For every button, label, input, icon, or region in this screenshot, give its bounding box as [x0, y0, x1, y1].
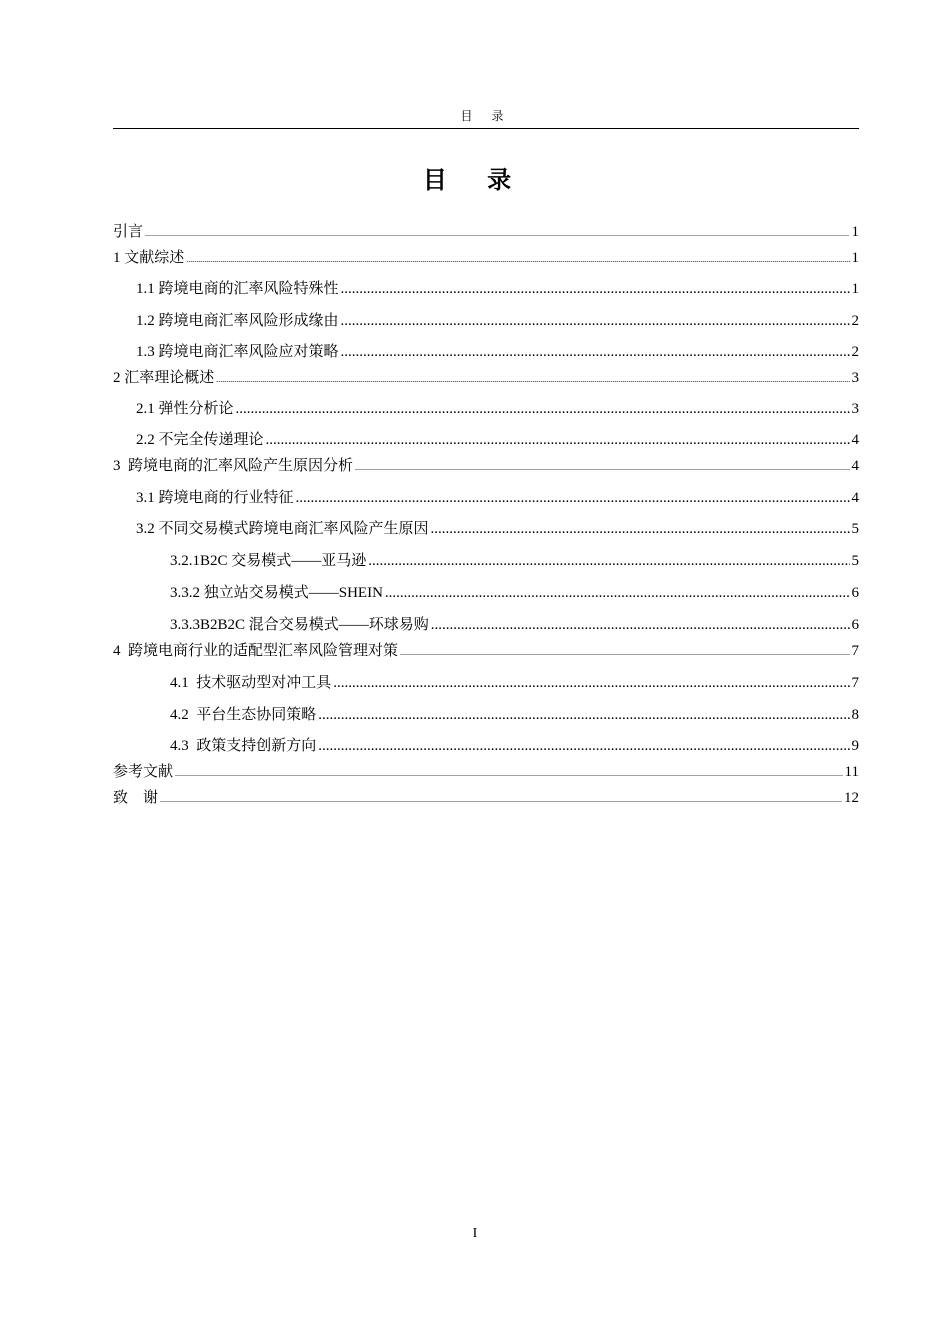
toc-leader: [355, 463, 849, 472]
toc-label: 3.3.2 独立站交易模式——SHEIN: [170, 585, 383, 601]
toc-entry-4-3[interactable]: [113, 734, 859, 755]
toc-page: 5: [851, 553, 859, 569]
toc-entry-3-1[interactable]: [113, 486, 859, 507]
toc-label: 2 汇率理论概述: [113, 370, 215, 386]
toc-leader: [186, 255, 849, 264]
toc-leader: [341, 313, 850, 330]
toc-leader: [333, 675, 849, 692]
toc-label: 3.1 跨境电商的行业特征: [136, 490, 294, 506]
toc-leader: [236, 401, 850, 418]
toc-leader: [341, 281, 850, 298]
toc-label: 3.2 不同交易模式跨境电商汇率风险产生原因: [136, 521, 429, 537]
toc-leader: [216, 375, 849, 384]
page-title: 目 录: [422, 166, 528, 194]
toc-label: 4 跨境电商行业的适配型汇率风险管理对策: [113, 643, 399, 659]
toc-label: 致 谢: [113, 790, 159, 806]
toc-entry-2[interactable]: [113, 366, 859, 387]
toc-leader: [296, 490, 850, 507]
toc-label: 3.3.3B2B2C 混合交易模式——环球易购: [170, 617, 429, 633]
toc-label: 4.3 政策支持创新方向: [170, 738, 317, 754]
toc-leader: [368, 553, 849, 570]
toc-leader: [318, 707, 849, 724]
toc-page: 12: [844, 790, 859, 806]
toc-label: 1 文献综述: [113, 250, 185, 266]
toc-page: 4: [851, 458, 859, 474]
toc-leader: [385, 585, 850, 602]
toc-label: 1.2 跨境电商汇率风险形成缘由: [136, 313, 339, 329]
toc-label: 引言: [113, 224, 144, 240]
toc-leader: [318, 738, 849, 755]
toc-label: 2.2 不完全传递理论: [136, 432, 264, 448]
toc-entry-3-3-2[interactable]: [113, 581, 859, 602]
toc-entry-3-2[interactable]: [113, 517, 859, 538]
toc-page: 1: [851, 281, 859, 297]
toc-entry-4[interactable]: [113, 639, 859, 660]
toc-page: 3: [851, 401, 859, 417]
toc-page: 3: [851, 370, 859, 386]
toc-leader: [341, 344, 850, 361]
toc-leader: [175, 769, 843, 778]
toc-label: 3 跨境电商的汇率风险产生原因分析: [113, 458, 354, 474]
toc-label: 1.3 跨境电商汇率风险应对策略: [136, 344, 339, 360]
page-header: 目 录: [113, 104, 859, 129]
toc-page: 7: [851, 643, 859, 659]
toc-leader: [400, 648, 849, 657]
toc-label: 3.2.1B2C 交易模式——亚马逊: [170, 553, 367, 569]
toc-entry-1[interactable]: [113, 246, 859, 267]
toc-leader: [266, 432, 850, 449]
toc-entry-3[interactable]: [113, 454, 859, 475]
toc-page: 5: [851, 521, 859, 537]
toc-leader: [145, 229, 849, 238]
toc-page: 4: [851, 432, 859, 448]
toc-page: 2: [851, 344, 859, 360]
toc-entry-2-2[interactable]: [113, 428, 859, 449]
toc-page: 11: [844, 764, 859, 780]
toc-entry-1-2[interactable]: [113, 309, 859, 330]
toc-page: 1: [851, 250, 859, 266]
toc-entry-2-1[interactable]: [113, 397, 859, 418]
toc-page: 6: [851, 585, 859, 601]
toc-leader: [431, 521, 850, 538]
toc-entry-references[interactable]: [113, 760, 859, 781]
toc-entry-4-2[interactable]: [113, 703, 859, 724]
toc-entry-1-3[interactable]: [113, 340, 859, 361]
toc-entry-4-1[interactable]: [113, 671, 859, 692]
toc-entry-1-1[interactable]: [113, 277, 859, 298]
toc-entry-3-3-3[interactable]: [113, 613, 859, 634]
toc-label: 4.2 平台生态协同策略: [170, 707, 317, 723]
toc-entry-3-2-1[interactable]: [113, 549, 859, 570]
toc-page: 1: [851, 224, 859, 240]
toc-entry-acknowledgements[interactable]: [113, 786, 859, 807]
toc-entry-introduction[interactable]: [113, 220, 859, 241]
toc-leader: [431, 617, 850, 634]
toc-label: 2.1 弹性分析论: [136, 401, 234, 417]
toc-leader: [160, 795, 842, 804]
toc-page: 4: [851, 490, 859, 506]
page-number: I: [472, 1226, 478, 1241]
toc-page: 7: [851, 675, 859, 691]
toc-label: 参考文献: [113, 764, 174, 780]
toc-page: 8: [851, 707, 859, 723]
toc-label: 4.1 技术驱动型对冲工具: [170, 675, 332, 691]
toc-label: 1.1 跨境电商的汇率风险特殊性: [136, 281, 339, 297]
toc-page: 6: [851, 617, 859, 633]
toc-page: 2: [851, 313, 859, 329]
toc-page: 9: [851, 738, 859, 754]
